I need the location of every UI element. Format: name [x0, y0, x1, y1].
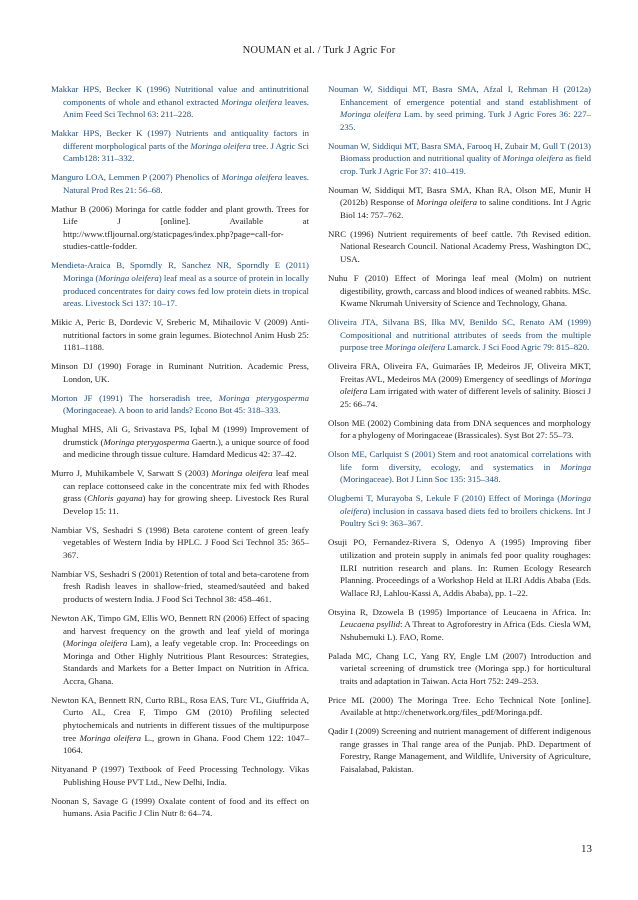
reference-entry	[328, 536, 591, 599]
reference-italic-text: Leucaena psyllid	[340, 619, 401, 630]
reference-italic-text: Moringa oleifera	[221, 172, 283, 183]
reference-text: Olugbemi T, Murayoba S, Lekule F (2010) Effect of Moringa (	[328, 493, 561, 504]
reference-italic-text: Moringa oleifera	[98, 272, 159, 283]
reference-text: Makkar HPS, Becker K (1997) Nutrients and antiquality factors in different morphological parts of the	[51, 128, 309, 151]
reference-entry	[328, 694, 591, 719]
reference-text: Oliveira FRA, Oliveira FA, Guimarães IP, Medeiros JF, Oliveira MKT, Freitas AVL, Medeiros MA (2009) Emergency of seedlings of	[328, 361, 591, 384]
reference-entry	[51, 612, 309, 688]
reference-text: leaves. Anim Feed Sci Technol 63: 211–228.	[63, 96, 309, 120]
reference-entry	[328, 417, 591, 442]
reference-entry	[51, 467, 309, 517]
reference-text: Palada MC, Chang LC, Yang RY, Engle LM (2007) Introduction and varietal screening of drumstick tree (Moringa spp.) for horticultural traits and adaptation in Taiwan. Acta Hort 752: 249–253.	[328, 650, 591, 686]
reference-text: Otsyina R, Dzowela B (1995) Importance of Leucaena in Africa. In:	[328, 606, 591, 617]
reference-text: Makkar HPS, Becker K (1996) Nutritional value and antinutritional components of whole and ethanol extracted	[51, 84, 309, 107]
reference-italic-text: Moringa oleifera	[221, 96, 283, 107]
reference-entry	[51, 795, 309, 820]
reference-italic-text: Moringa oleifera	[340, 373, 591, 397]
reference-italic-text: Moringa pterygosperma	[218, 392, 310, 403]
reference-entry	[328, 725, 591, 775]
reference-text: Olson ME, Carlquist S (2001) Stem and root anatomical correlations with life form diversity, ecology, and systematics in	[328, 449, 591, 472]
reference-entry	[328, 140, 591, 178]
reference-entry	[328, 448, 591, 486]
reference-text: Mikic A, Peric B, Dordevic V, Sreberic M, Mihailovic V (2009) Anti-nutritional factors in some grain legumes. Biotechnol Anim Husb 25: 1181–1188.	[51, 316, 309, 353]
reference-text: Nambiar VS, Seshadri S (1998) Beta carotene content of green leafy vegetables of Western India by HPLC. J Food Sci Technol 35: 365–367.	[51, 524, 309, 560]
reference-text: to saline conditions. Int J Agric Biol 14: 757–762.	[340, 197, 591, 220]
reference-entry	[51, 259, 309, 309]
reference-italic-text: Moringa oleifera	[79, 732, 142, 743]
right-reference-column	[328, 83, 591, 782]
reference-text: : A Threat to Agroforestry in Africa (Eds. Ciesla WM, Nshubemuki L). FAO, Rome.	[340, 619, 591, 642]
reference-text: Nambiar VS, Seshadri S (2001) Retention of total and beta-carotene from fresh Radish leaves in shallow-fried, steamed/sautéed and baked products of western India. J Food Sci Technol 38: 458–461.	[51, 568, 309, 605]
reference-entry	[51, 127, 309, 165]
reference-text: Mathur B (2006) Moringa for cattle fodder and plant growth. Trees for Life J [online]. Available at http://www.tfljournal.org/staticpages/index.php?page=call-for-studies-cattle-fodder.	[51, 203, 309, 252]
reference-text: Minson DJ (1990) Forage in Ruminant Nutrition. Academic Press, London, UK.	[51, 361, 309, 384]
reference-italic-text: Chloris gayana	[87, 493, 143, 504]
reference-italic-text: Moringa oleifera	[502, 153, 564, 164]
reference-italic-text: Moringa oleifera	[340, 493, 591, 516]
reference-entry	[328, 316, 591, 354]
reference-text: leaves. Natural Prod Res 21: 56–68.	[63, 172, 310, 195]
reference-text: (Moringaceae). A boon to arid lands? Econo Bot 45: 318–333.	[63, 405, 281, 416]
reference-text: Murro J, Muhikambele V, Sarwatt S (2003)	[51, 468, 212, 479]
reference-text: ) leaf meal as a source of protein in locally produced concentrates for dairy cows fed low protein diets in tropical areas. Livestock Sci 137: 10–17.	[63, 272, 310, 309]
reference-italic-text: Moringa oleifera	[385, 342, 446, 353]
reference-text: Oliveira JTA, Silvana BS, Ilka MV, Benildo SC, Renato AM (1999) Compositional and nutritional attributes of seeds from the multiple purpose tree	[328, 316, 591, 353]
reference-text: Morton JF (1991) The horseradish tree,	[51, 392, 219, 403]
reference-text: Nouman W, Siddiqui MT, Basra SMA, Afzal I, Rehman H (2012a) Enhancement of emergence potential and stand establishment of	[328, 84, 591, 107]
reference-text: ) hay for growing sheep. Livestock Res Rural Develop 15: 11.	[63, 493, 309, 516]
reference-italic-text: Moringa oleifera	[65, 638, 128, 649]
left-reference-column	[51, 83, 309, 826]
reference-italic-text: Moringa pterygosperma	[103, 436, 190, 447]
reference-entry	[328, 184, 591, 222]
reference-text: Lam. by seed priming. Turk J Agric Fores 36: 227–235.	[340, 109, 592, 132]
reference-text: Lam irrigated with water of different levels of salinity. Biosci J 25: 66–74.	[340, 386, 591, 409]
reference-text: Nouman W, Siddiqui MT, Basra SMA, Khan RA, Olson ME, Munir H (2012b) Response of	[328, 184, 591, 208]
reference-text: Gaertn.), a unique source of food and medicine through tissue culture. Hamdard Medicus 42: 37–42.	[63, 436, 310, 460]
reference-text: Qadir I (2009) Screening and nutrient management of different indigenous range grasses in Thal range area of the Punjab. PhD. Department of Forestry, Range Management, and Wildlife, University of Agriculture, Faisalabad, Pakistan.	[328, 726, 591, 775]
reference-italic-text: Moringa oleifera	[190, 140, 251, 151]
reference-text: NRC (1996) Nutrient requirements of beef cattle. 7th Revised edition. National Research Council. National Academy Press, Washington DC, USA.	[328, 228, 591, 265]
reference-entry	[51, 694, 309, 757]
reference-entry	[51, 423, 309, 461]
reference-text: as field crop. Turk J Agric For 37: 410–419.	[340, 153, 591, 176]
reference-entry	[51, 524, 309, 562]
reference-entry	[51, 568, 309, 606]
reference-text: Newton AK, Timpo GM, Ellis WO, Bennett RN (2006) Effect of spacing and harvest frequency on the growth and leaf yield of moringa (	[51, 612, 309, 649]
reference-entry	[328, 83, 591, 133]
reference-text: Mendieta-Araica B, Sporndly R, Sanchez NR, Sporndly E (2011) Moringa (	[51, 260, 309, 283]
running-head: NOUMAN et al. / Turk J Agric For	[242, 45, 396, 56]
reference-text: Osuji PO, Fernandez-Rivera S, Odenyo A (1995) Improving fiber utilization and protein supply in animals fed poor quality roughages: ILRI nutrition research and plans. In: Rumen Ecology Research Planning. Proceedings of a Workshop Held at ILRI Addis Ababa (Eds. Wallace RJ, Lahlou-Kassi A, Addis Ababa), pp. 1–22.	[328, 537, 591, 598]
reference-text: Nityanand P (1997) Textbook of Feed Processing Technology. Vikas Publishing House PVT Ltd., New Delhi, India.	[51, 764, 309, 787]
reference-italic-text: Moringa oleifera	[416, 197, 478, 208]
reference-text: Manguro LOA, Lemmen P (2007) Phenolics of	[51, 172, 222, 183]
reference-entry	[51, 203, 309, 253]
reference-text: Olson ME (2002) Combining data from DNA sequences and morphology for a phylogeny of Moringaceae (Brassicales). Syst Bot 27: 55–73.	[328, 417, 591, 441]
reference-entry	[51, 360, 309, 385]
reference-entry	[328, 228, 591, 266]
reference-entry	[328, 492, 591, 530]
reference-text: Nouman W, Siddiqui MT, Basra SMA, Farooq H, Zubair M, Gull T (2013) Biomass production and nutritional quality of	[328, 140, 591, 164]
reference-text: Mughal MHS, Ali G, Srivastava PS, Iqbal M (1999) Improvement of drumstick (	[51, 424, 309, 447]
reference-text: Newton KA, Bennett RN, Curto RBL, Rosa EAS, Turc VL, Giuffrida A, Curto AL, Crea F, Timpo GM (2010) Profiling selected phytochemicals and nutrients in different tissues of the multipurpose tree	[51, 694, 309, 743]
reference-text: Price ML (2000) The Moringa Tree. Echo Technical Note [online]. Available at http://chenetwork.org/files_pdf/Moringa.pdf.	[328, 694, 591, 718]
reference-entry	[328, 606, 591, 644]
reference-text: Lamarck. J Sci Food Agric 79: 815–820.	[445, 342, 590, 353]
reference-text: leaf meal can replace cottonseed cake in the concentrate mix fed with Rhodes grass (	[63, 468, 310, 504]
reference-text: Lam), a leafy vegetable crop. In: Proceedings on Moringa and Other Highly Nutritious Plant Resources: Strategies, Standards and Markets for a Better Impact on Nutrition in Africa. Accra, Ghana.	[63, 638, 310, 686]
reference-text: (Moringaceae). Bot J Linn Soc 135: 315–348.	[340, 474, 501, 485]
page-number: 13	[581, 843, 592, 855]
reference-entry	[328, 360, 591, 410]
reference-entry	[328, 272, 591, 310]
reference-text: L., grown in Ghana. Food Chem 122: 1047–1064.	[63, 732, 310, 756]
reference-italic-text: Moringa	[560, 461, 591, 472]
reference-entry	[51, 763, 309, 788]
reference-text: Nuhu F (2010) Effect of Moringa leaf meal (Molm) on nutrient digestibility, growth, carcass and blood indices of weaned rabbits. MSc. Kwame Nkrumah University of Science and Technology, Ghana.	[328, 272, 591, 309]
reference-italic-text: Moringa oleifera	[340, 109, 402, 120]
reference-entry	[51, 392, 309, 417]
reference-text: ) inclusion in cassava based diets fed to broilers chickens. Int J Poultry Sci 9: 363–367.	[340, 505, 591, 529]
reference-entry	[51, 83, 309, 121]
reference-text: tree. J Agric Sci Camb128: 311–332.	[63, 140, 309, 164]
reference-entry	[51, 171, 309, 196]
reference-entry	[328, 650, 591, 688]
reference-entry	[51, 316, 309, 354]
reference-italic-text: Moringa oleifera	[211, 468, 273, 479]
reference-text: Noonan S, Savage G (1999) Oxalate content of food and its effect on humans. Asia Pacific J Clin Nutr 8: 64–74.	[51, 795, 309, 819]
